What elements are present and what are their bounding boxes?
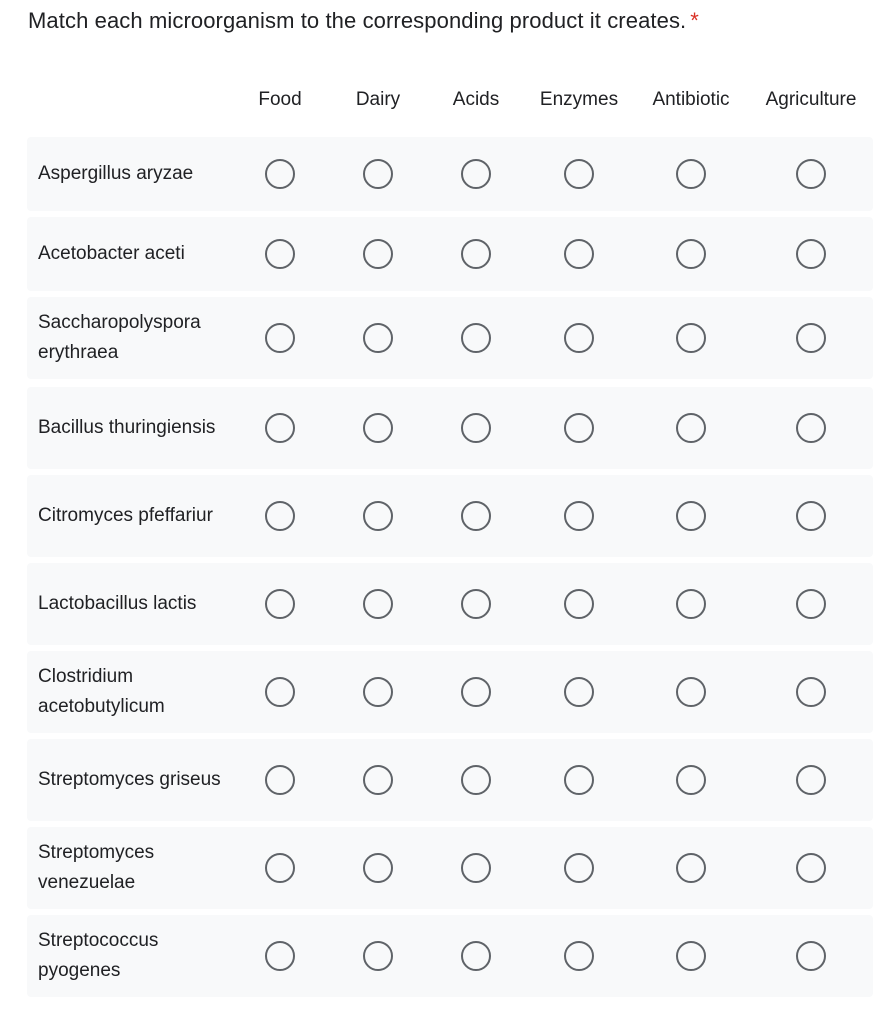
radio-streptococcus-pyogenes-antibiotic[interactable]	[676, 941, 706, 971]
radio-saccharopolyspora-erythraea-enzymes[interactable]	[564, 323, 594, 353]
radio-acetobacter-aceti-food[interactable]	[265, 239, 295, 269]
row-label: Saccharopolyspora erythraea	[38, 312, 201, 363]
row-label: Streptococcus pyogenes	[38, 930, 159, 981]
radio-lactobacillus-lactis-agriculture[interactable]	[796, 589, 826, 619]
grid-row-aspergillus-aryzae	[27, 137, 873, 211]
row-label: Streptomyces griseus	[38, 769, 221, 790]
radio-streptococcus-pyogenes-enzymes[interactable]	[564, 941, 594, 971]
radio-bacillus-thuringiensis-acids[interactable]	[461, 413, 491, 443]
radio-bacillus-thuringiensis-agriculture[interactable]	[796, 413, 826, 443]
row-label: Acetobacter aceti	[38, 243, 185, 264]
grid-row-acetobacter-aceti	[27, 217, 873, 291]
radio-aspergillus-aryzae-acids[interactable]	[461, 159, 491, 189]
radio-bacillus-thuringiensis-food[interactable]	[265, 413, 295, 443]
radio-citromyces-pfeffariur-food[interactable]	[265, 501, 295, 531]
radio-saccharopolyspora-erythraea-dairy[interactable]	[363, 323, 393, 353]
radio-acetobacter-aceti-dairy[interactable]	[363, 239, 393, 269]
question-title	[28, 6, 699, 36]
row-label: Streptomyces venezuelae	[38, 842, 155, 893]
radio-streptomyces-venezuelae-agriculture[interactable]	[796, 853, 826, 883]
radio-lactobacillus-lactis-dairy[interactable]	[363, 589, 393, 619]
column-header-food: Food	[258, 89, 302, 110]
radio-streptomyces-griseus-food[interactable]	[265, 765, 295, 795]
radio-bacillus-thuringiensis-dairy[interactable]	[363, 413, 393, 443]
radio-saccharopolyspora-erythraea-agriculture[interactable]	[796, 323, 826, 353]
radio-acetobacter-aceti-enzymes[interactable]	[564, 239, 594, 269]
radio-streptococcus-pyogenes-food[interactable]	[265, 941, 295, 971]
radio-lactobacillus-lactis-food[interactable]	[265, 589, 295, 619]
radio-lactobacillus-lactis-enzymes[interactable]	[564, 589, 594, 619]
radio-streptomyces-griseus-antibiotic[interactable]	[676, 765, 706, 795]
required-asterisk: *	[690, 8, 699, 33]
radio-clostridium-acetobutylicum-food[interactable]	[265, 677, 295, 707]
grid-row-bacillus-thuringiensis	[27, 387, 873, 469]
grid-header-row	[27, 80, 873, 120]
radio-citromyces-pfeffariur-acids[interactable]	[461, 501, 491, 531]
grid-row-clostridium-acetobutylicum	[27, 651, 873, 733]
radio-acetobacter-aceti-acids[interactable]	[461, 239, 491, 269]
multiple-choice-grid	[27, 80, 873, 981]
radio-acetobacter-aceti-antibiotic[interactable]	[676, 239, 706, 269]
radio-clostridium-acetobutylicum-agriculture[interactable]	[796, 677, 826, 707]
radio-lactobacillus-lactis-antibiotic[interactable]	[676, 589, 706, 619]
radio-saccharopolyspora-erythraea-antibiotic[interactable]	[676, 323, 706, 353]
radio-citromyces-pfeffariur-enzymes[interactable]	[564, 501, 594, 531]
grid-row-streptomyces-venezuelae	[27, 827, 873, 909]
radio-streptococcus-pyogenes-agriculture[interactable]	[796, 941, 826, 971]
radio-streptococcus-pyogenes-acids[interactable]	[461, 941, 491, 971]
radio-aspergillus-aryzae-agriculture[interactable]	[796, 159, 826, 189]
radio-streptomyces-venezuelae-antibiotic[interactable]	[676, 853, 706, 883]
grid-row-streptomyces-griseus	[27, 739, 873, 821]
grid-row-lactobacillus-lactis	[27, 563, 873, 645]
column-header-acids: Acids	[452, 89, 500, 110]
radio-citromyces-pfeffariur-agriculture[interactable]	[796, 501, 826, 531]
radio-streptomyces-venezuelae-dairy[interactable]	[363, 853, 393, 883]
radio-lactobacillus-lactis-acids[interactable]	[461, 589, 491, 619]
row-label: Lactobacillus lactis	[38, 593, 197, 614]
radio-streptomyces-griseus-agriculture[interactable]	[796, 765, 826, 795]
radio-bacillus-thuringiensis-antibiotic[interactable]	[676, 413, 706, 443]
radio-acetobacter-aceti-agriculture[interactable]	[796, 239, 826, 269]
radio-streptomyces-venezuelae-food[interactable]	[265, 853, 295, 883]
row-label: Citromyces pfeffariur	[38, 505, 213, 526]
question-text: Match each microorganism to the corresponding product it creates.	[28, 8, 687, 33]
radio-aspergillus-aryzae-food[interactable]	[265, 159, 295, 189]
radio-clostridium-acetobutylicum-antibiotic[interactable]	[676, 677, 706, 707]
radio-streptococcus-pyogenes-dairy[interactable]	[363, 941, 393, 971]
row-label: Aspergillus aryzae	[38, 163, 194, 184]
radio-clostridium-acetobutylicum-enzymes[interactable]	[564, 677, 594, 707]
radio-aspergillus-aryzae-enzymes[interactable]	[564, 159, 594, 189]
grid-row-citromyces-pfeffariur	[27, 475, 873, 557]
radio-streptomyces-griseus-dairy[interactable]	[363, 765, 393, 795]
column-header-antibiotic: Antibiotic	[652, 89, 730, 110]
radio-streptomyces-griseus-acids[interactable]	[461, 765, 491, 795]
grid-row-streptococcus-pyogenes	[27, 915, 873, 997]
radio-bacillus-thuringiensis-enzymes[interactable]	[564, 413, 594, 443]
radio-citromyces-pfeffariur-dairy[interactable]	[363, 501, 393, 531]
radio-streptomyces-venezuelae-acids[interactable]	[461, 853, 491, 883]
radio-saccharopolyspora-erythraea-acids[interactable]	[461, 323, 491, 353]
radio-saccharopolyspora-erythraea-food[interactable]	[265, 323, 295, 353]
radio-aspergillus-aryzae-dairy[interactable]	[363, 159, 393, 189]
column-header-enzymes: Enzymes	[539, 89, 619, 110]
radio-streptomyces-griseus-enzymes[interactable]	[564, 765, 594, 795]
radio-citromyces-pfeffariur-antibiotic[interactable]	[676, 501, 706, 531]
radio-aspergillus-aryzae-antibiotic[interactable]	[676, 159, 706, 189]
row-label: Bacillus thuringiensis	[38, 417, 216, 438]
row-label: Clostridium acetobutylicum	[38, 666, 165, 717]
radio-clostridium-acetobutylicum-dairy[interactable]	[363, 677, 393, 707]
radio-clostridium-acetobutylicum-acids[interactable]	[461, 677, 491, 707]
column-header-agriculture: Agriculture	[765, 89, 857, 110]
column-header-dairy: Dairy	[355, 89, 401, 110]
radio-streptomyces-venezuelae-enzymes[interactable]	[564, 853, 594, 883]
grid-row-saccharopolyspora-erythraea	[27, 297, 873, 379]
